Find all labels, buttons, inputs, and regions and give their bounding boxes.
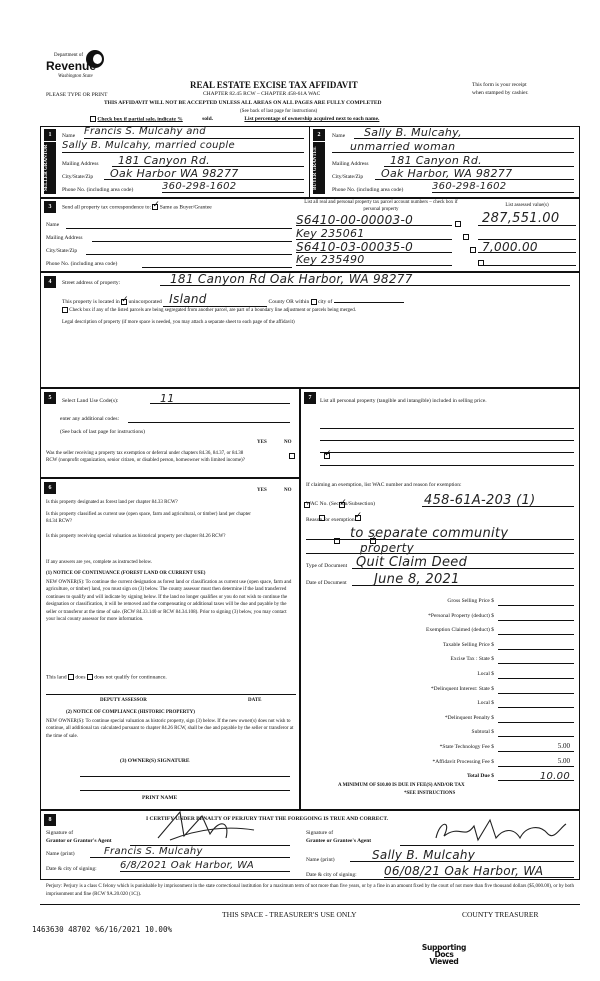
reason-line-2[interactable]: property [306, 541, 574, 554]
supporting-docs-stamp: Supporting Docs Viewed [421, 943, 467, 966]
buyer-city-label: City/State/Zip [332, 174, 364, 180]
parcel-3[interactable]: Key 235490 [296, 253, 452, 266]
tax-row-value[interactable] [498, 698, 574, 708]
perjury-statement: Perjury: Perjury is a class C felony which is punishable by imprisonment in the state correctional institution for a maximum term of not more than five years, or by a fine in an amount fixed by the court of not more than five thousand dollars ($5,000.00), or by both imprisonment and fine (RCW 9A.20.020 (1C)). [46, 884, 574, 897]
does-not-checkbox[interactable] [87, 674, 93, 680]
dept-line2: Revenue [46, 59, 97, 73]
exemption-claim-label: If claiming an exemption, list WAC number and reason for exemption: [306, 482, 462, 488]
grantee-date-city[interactable]: 06/08/21 Oak Harbor, WA [384, 864, 574, 878]
buyer-mailing[interactable]: 181 Canyon Rd. [384, 154, 574, 167]
badge-2: 2 [313, 129, 325, 141]
unincorporated-checkbox[interactable] [121, 299, 127, 305]
treasurer-space-label: THIS SPACE - TREASURER'S USE ONLY [222, 910, 357, 919]
partial-sale-sold: sold. [202, 116, 214, 123]
tax-row-label: Subtotal $ [471, 729, 494, 736]
assessed-header: List assessed value(s) [505, 203, 549, 208]
buyer-city[interactable]: Oak Harbor, WA 98277 [375, 167, 574, 180]
parcel-2-personal-checkbox[interactable] [470, 247, 476, 253]
same-as-buyer-label: Same as Buyer/Grantee [159, 204, 212, 211]
seller-name-line2[interactable]: Sally B. Mulcahy, married couple [62, 140, 304, 153]
grantee-agent-label: Grantee or Grantee's Agent [306, 838, 372, 844]
badge-4: 4 [44, 276, 56, 288]
treasurer-divider [40, 904, 580, 905]
not-accepted-note: THIS AFFIDAVIT WILL NOT BE ACCEPTED UNLESS ALL AREAS ON ALL PAGES ARE FULLY COMPLETED [104, 100, 382, 106]
reason-line-1[interactable]: to separate community [306, 526, 574, 540]
deputy-assessor-label: DEPUTY ASSESSOR [100, 698, 147, 703]
legal-description-label: Legal description of property (if more space is needed, you may attach a separate sheet to each page of the affidavit) [62, 320, 295, 325]
parcel-0[interactable]: S6410-00-00003-0 [296, 213, 452, 226]
corr-name-label: Name [46, 222, 60, 228]
grantee-name-label: Name (print) [306, 857, 335, 863]
additional-codes-label: enter any additional codes: [60, 416, 120, 422]
street-address[interactable]: 181 Canyon Rd Oak Harbor, WA 98277 [160, 272, 570, 286]
forest-question: Is this property designated as forest land per chapter 84.33 RCW? [46, 500, 178, 505]
parcel-1[interactable]: Key 235061 [296, 227, 452, 240]
parcel-header: List all real and personal property tax parcel account numbers – check box if personal property [304, 200, 458, 212]
designation-no: NO [284, 488, 292, 493]
historic-question: Is this property receiving special valuation as historical property per chapter 84.26 RCW? [46, 534, 226, 539]
current-use-question: Is this property classified as current use (open space, farm and agricultural, or timber) land per chapter 84.34 RCW? [46, 512, 251, 524]
personal-property-line-2[interactable] [320, 440, 574, 441]
personal-property-line-4[interactable] [320, 465, 574, 466]
dept-line3: Washington State [58, 74, 93, 79]
wac-label: WAC No. (Section/Subsection) [306, 501, 375, 507]
seller-mailing-label: Mailing Address [62, 161, 99, 167]
county-name[interactable]: Island [163, 292, 267, 307]
grantor-signature-stroke [158, 812, 254, 840]
reason-label: Reason for exemption [306, 517, 355, 523]
county-or-within: County OR within [268, 299, 310, 305]
list-pct-note: List percentage of ownership acquired next to each name. [244, 116, 380, 123]
seller-city[interactable]: Oak Harbor WA 98277 [104, 167, 304, 180]
document-date-label: Date of Document [306, 580, 347, 586]
grantor-signature[interactable] [150, 808, 260, 846]
segregated-label: Check box if any of the listed parcels are being segregated from another parcel, are part of a boundary line adjustment or parcels being merged. [69, 308, 356, 314]
dor-logo [46, 50, 106, 84]
document-type-label: Type of Document [306, 563, 348, 569]
county-treasurer-label: COUNTY TREASURER [462, 910, 539, 919]
parties-divider [309, 126, 310, 198]
owner-signature-line[interactable] [80, 776, 290, 777]
parcel-1-personal-checkbox[interactable] [463, 234, 469, 240]
form-chapter: CHAPTER 82.45 RCW – CHAPTER 458-61A WAC [203, 91, 321, 97]
receipt-note-1: This form is your receipt [472, 82, 527, 88]
tax-row-label: Total Due $ [467, 773, 494, 780]
personal-property-label: List all personal property (tangible and intangible) included in selling price. [320, 398, 487, 404]
wac-number[interactable]: 458-61A-203 (1) [422, 493, 574, 507]
buyer-tab: BUYER GRANTEE [313, 142, 325, 194]
owner-signature-label: (3) OWNER(S) SIGNATURE [120, 758, 190, 764]
tax-row-value[interactable] [498, 625, 574, 635]
city-of-input[interactable] [334, 297, 404, 303]
seller-tab: SELLER GRANTOR [44, 142, 56, 194]
city-of-label: city of [317, 299, 333, 305]
tax-row-label: *Delinquent Interest: State $ [430, 685, 494, 692]
grantor-date-city[interactable]: 6/8/2021 Oak Harbor, WA [120, 860, 290, 872]
document-type[interactable]: Quit Claim Deed [352, 555, 574, 569]
tax-row-value[interactable] [498, 727, 574, 737]
assessed-2[interactable]: 7,000.00 [478, 240, 576, 253]
please-type: PLEASE TYPE OR PRINT [46, 92, 108, 98]
does-not-label: does not qualify for continuance. [94, 674, 167, 681]
city-of-checkbox[interactable] [311, 299, 317, 305]
tax-row-label: *Delinquent Penalty $ [444, 714, 494, 721]
notice1-title: (1) NOTICE OF CONTINUANCE (FOREST LAND OR CURRENT USE) [46, 571, 206, 576]
this-land-label: This land [46, 674, 67, 681]
unincorporated-label: unincorporated [128, 299, 162, 305]
grantee-name[interactable]: Sally B. Mulcahy [350, 848, 574, 862]
corr-phone-input[interactable] [142, 267, 292, 268]
grantor-name-label: Name (print) [46, 851, 75, 857]
tax-row-label: *Personal Property (deduct) $ [428, 612, 494, 619]
recording-stamp: 1463630 48702 %6/16/2021 10.00% [32, 925, 172, 934]
badge-5: 5 [44, 392, 56, 404]
land-use-code[interactable]: 11 [150, 392, 290, 404]
partial-sale-label: Check box if partial sale, indicate % [97, 116, 183, 123]
designation-yes: YES [257, 488, 267, 493]
tax-row-value[interactable] [498, 669, 574, 679]
seller-name-line1[interactable]: Francis S. Mulcahy and [84, 126, 304, 139]
tax-row-label: Taxable Selling Price $ [442, 641, 494, 648]
land-use-no: NO [284, 440, 292, 445]
buyer-name-line2[interactable]: unmarried woman [332, 140, 574, 153]
tax-row-value[interactable]: 5.00 [498, 757, 574, 767]
see-instructions-note: *SEE INSTRUCTIONS [404, 791, 456, 796]
badge-3: 3 [44, 201, 56, 213]
badge-8: 8 [44, 814, 56, 826]
seller-phone[interactable]: 360-298-1602 [162, 181, 304, 193]
certify-text: I CERTIFY UNDER PENALTY OF PERJURY THAT THE FOREGOING IS TRUE AND CORRECT. [146, 816, 389, 822]
notice2-body: NEW OWNER(S): To continue special valuation as historic property, sign (3) below. If the new owner(s) does not wish to continue, all additional tax calculated pursuant to chapter 84.26 RCW, shall be due and payable by the seller or transferor at the time of sale. [46, 719, 294, 739]
same-as-buyer-checkbox[interactable] [152, 204, 158, 210]
badge-6: 6 [44, 482, 56, 494]
partial-sale-row [90, 116, 550, 122]
assessed-3[interactable] [478, 253, 576, 266]
tax-row-value[interactable] [498, 611, 574, 621]
grantor-sig-label: Signature of [46, 830, 74, 836]
land-use-label: Select Land Use Code(s): [62, 398, 119, 404]
dept-line1: Department of [54, 53, 84, 58]
deputy-assessor-line[interactable] [46, 694, 296, 695]
grantee-signature-line[interactable] [400, 845, 574, 846]
land-use-see-back: (See back of last page for instructions) [60, 429, 145, 435]
personal-property-line-3[interactable] [320, 452, 574, 453]
tax-row-value[interactable] [498, 713, 574, 723]
grantee-sig-label: Signature of [306, 830, 334, 836]
continuance-row [46, 674, 167, 680]
corr-city-label: City/State/Zip [46, 248, 78, 254]
badge-1: 1 [44, 129, 56, 141]
partial-sale-checkbox[interactable] [90, 116, 96, 122]
form-title: REAL ESTATE EXCISE TAX AFFIDAVIT [190, 80, 358, 90]
correspondence-label [62, 204, 212, 210]
tax-row-value[interactable] [498, 654, 574, 664]
grantor-name[interactable]: Francis S. Mulcahy [90, 846, 290, 858]
grantee-signature[interactable] [430, 814, 570, 846]
notice1-body: NEW OWNER(S): To continue the current designation as forest land or classification as current use (open space, farm and agriculture, or timber) land, you must sign on (3) below. The county assessor must then determine if the land transferred continues to qualify and will indicate by signing below. If the land no longer qualifies or you do not wish to continue the designation or classification, it will be removed and the compensating or additional taxes will be due and payable by the seller or transferor at the time of sale. (RCW 84.33.140 or RCW 84.34.108). Prior to signing (3) below, you may contact your local county assessor for more information. [46, 580, 292, 623]
exemption-yes-checkbox[interactable] [289, 453, 295, 459]
tax-row-value[interactable]: 5.00 [498, 742, 574, 752]
seller-name-label: Name [62, 133, 76, 139]
tax-row-label: Local $ [477, 671, 494, 677]
buyer-name-label: Name [332, 133, 346, 139]
tax-row-label: *Affidavit Processing Fee $ [432, 758, 494, 765]
corr-city-input[interactable] [86, 254, 292, 255]
see-back-note: (See back of last page for instructions) [240, 109, 318, 114]
does-checkbox[interactable] [68, 674, 74, 680]
tax-row-label: Gross Selling Price $ [447, 598, 494, 604]
grantor-agent-label: Grantor or Grantor's Agent [46, 838, 112, 844]
corr-phone-label: Phone No. (including area code) [46, 261, 118, 267]
located-in-label: This property is located in [62, 299, 120, 305]
assessed-0[interactable]: 287,551.00 [478, 211, 576, 226]
tax-row-label: Local $ [477, 700, 494, 707]
corr-mailing-label: Mailing Address [46, 235, 83, 241]
land-use-yes: YES [257, 440, 267, 445]
grantee-date-label: Date & city of signing: [306, 872, 357, 878]
additional-codes-input[interactable] [128, 422, 290, 423]
segregated-row [62, 307, 577, 313]
correspondence-text: Send all property tax correspondence to: [62, 204, 152, 211]
located-row [62, 292, 562, 307]
corr-name-input[interactable] [66, 228, 292, 229]
does-label: does [75, 674, 86, 681]
receipt-note-2: when stamped by cashier. [472, 90, 529, 96]
street-label: Street address of property: [62, 280, 121, 286]
tax-row-value[interactable]: 10.00 [498, 771, 574, 781]
assessed-1[interactable] [478, 227, 576, 240]
tax-row-value[interactable] [498, 684, 574, 694]
if-yes-note: If any answers are yes, complete as instructed below. [46, 560, 153, 565]
tax-row-label: Exemption Claimed (deduct) $ [426, 627, 494, 634]
buyer-phone[interactable]: 360-298-1602 [432, 181, 574, 193]
document-date[interactable]: June 8, 2021 [352, 572, 574, 586]
tax-row-value[interactable] [498, 596, 574, 606]
minimum-note: A MINIMUM OF $10.00 IS DUE IN FEE(S) AND/OR TAX [338, 783, 465, 788]
deputy-date-label: DATE [248, 698, 262, 703]
print-name-line[interactable] [80, 790, 290, 791]
segregated-checkbox[interactable] [62, 307, 68, 313]
buyer-phone-label: Phone No. (including area code) [332, 187, 404, 193]
corr-mailing-input[interactable] [92, 241, 292, 242]
tax-row-value[interactable] [498, 640, 574, 650]
parcel-2[interactable]: S6410-03-00035-0 [296, 240, 452, 253]
tax-row-label: *State Technology Fee $ [439, 744, 494, 750]
buyer-mailing-label: Mailing Address [332, 161, 369, 167]
notice2-title: (2) NOTICE OF COMPLIANCE (HISTORIC PROPERTY) [66, 710, 195, 715]
personal-property-line-1[interactable] [320, 428, 574, 429]
grantor-date-label: Date & city of signing: [46, 866, 97, 872]
parcel-0-personal-checkbox[interactable] [455, 221, 461, 227]
badge-7: 7 [304, 392, 316, 404]
seller-city-label: City/State/Zip [62, 174, 94, 180]
exemption-question: Was the seller receiving a property tax exemption or deferral under chapters 84.36, 84.37, or 84.38 RCW (nonprofit organization, senior citizen, or disabled person, homeowner with limited income)? [46, 451, 245, 463]
seller-mailing[interactable]: 181 Canyon Rd. [112, 154, 304, 167]
grantee-signature-stroke [436, 820, 566, 840]
property-section [40, 272, 580, 388]
tax-row-label: Excise Tax : State $ [450, 656, 494, 663]
print-name-label: PRINT NAME [142, 795, 178, 801]
seller-phone-label: Phone No. (including area code) [62, 187, 134, 193]
buyer-name-line1[interactable]: Sally B. Mulcahy, [354, 126, 574, 139]
